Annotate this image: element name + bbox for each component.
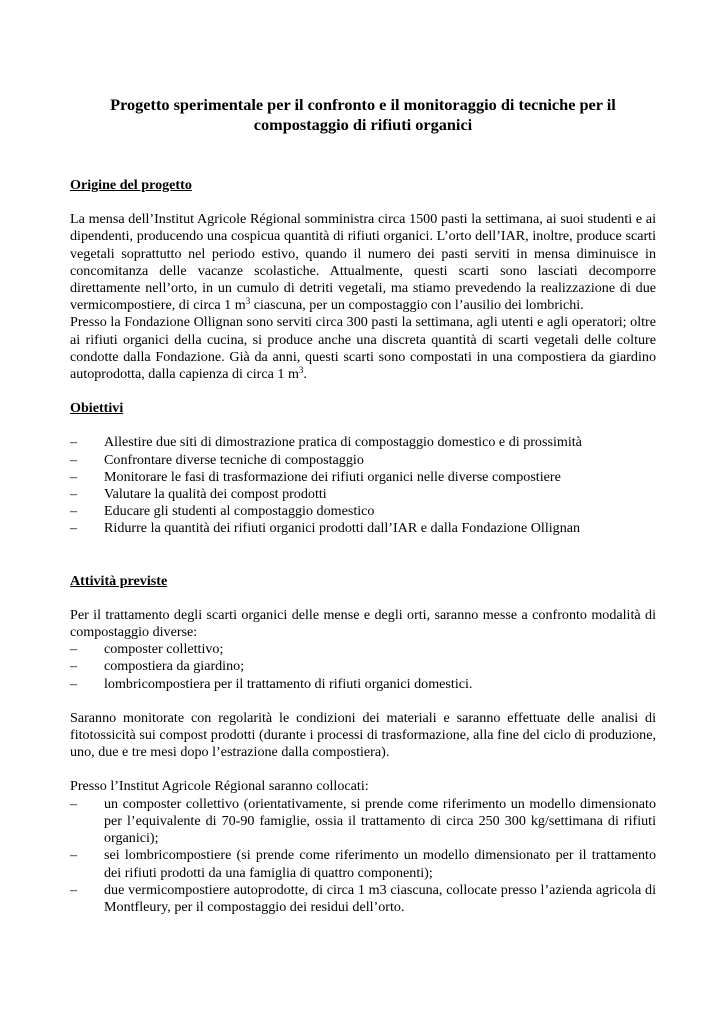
document-title: Progetto sperimentale per il confronto e il monitoraggio di tecniche per il compostaggio di rifiuti organici (110, 95, 616, 134)
obiettivi-list (70, 434, 656, 537)
section-heading-obiettivi: Obiettivi (70, 400, 124, 417)
paragraph-attivita-intro: Per il trattamento degli scarti organici delle mense e degli orti, saranno messe a confronto modalità di compostaggio diverse: (70, 606, 656, 641)
list-item: – Confrontare diverse tecniche di compostaggio (70, 452, 656, 469)
list-item: – un composter collettivo (orientativamente, si prende come riferimento un modello dimensionato per l’equivalente di 70-90 famiglie, ossia il trattamento di circa 250 300 kg/settimana di rifiuti organici); (70, 796, 656, 848)
iar-list (70, 796, 656, 916)
list-item: – composter collettivo; (70, 641, 656, 658)
paragraph-monitoraggio: Saranno monitorate con regolarità le condizioni dei materiali e saranno effettuate delle analisi di fitotossicità sui compost prodotti (durante i processi di trasformazione, alla fine del ciclo di produzione, uno, due e tre mesi dopo l’estrazione dalla compostiera). (70, 709, 656, 761)
list-item: – Allestire due siti di dimostrazione pratica di compostaggio domestico e di prossimità (70, 434, 656, 451)
paragraph-origine-ollignan: Presso la Fondazione Ollignan sono serviti circa 300 pasti la settimana, agli utenti e agli operatori; oltre ai rifiuti organici della cucina, si produce anche una discreta quantità di scarti vegetali delle colture condotte dalla Fondazione. Già da anni, questi scarti sono compostati in una compostiera da giardino autoprodotta, dalla capienza di circa 1 $m^3$. (70, 314, 656, 383)
modalita-list (70, 641, 656, 693)
list-item: – due vermicompostiere autoprodotte, di circa 1 m3 ciascuna, collocate presso l’azienda agricola di Montfleury, per il compostaggio dei residui dell’orto. (70, 882, 656, 916)
document-page (70, 95, 656, 916)
list-item: – compostiera da giardino; (70, 658, 656, 675)
list-item: – lombricompostiera per il trattamento di rifiuti organici domestici. (70, 676, 656, 693)
list-item: – Valutare la qualità dei compost prodotti (70, 486, 656, 503)
section-heading-attivita: Attività previste (70, 572, 168, 589)
list-item: – Educare gli studenti al compostaggio domestico (70, 503, 656, 520)
section-heading-origine: Origine del progetto (70, 177, 192, 193)
list-item: – Ridurre la quantità dei rifiuti organici prodotti dall’IAR e dalla Fondazione Ollignan (70, 520, 656, 537)
list-item: – Monitorare le fasi di trasformazione dei rifiuti organici nelle diverse compostiere (70, 469, 656, 486)
paragraph-iar-intro: Presso l’Institut Agricole Régional saranno collocati: (70, 778, 369, 795)
paragraph-origine-iar: La mensa dell’Institut Agricole Régional somministra circa 1500 pasti la settimana, ai suoi studenti e ai dipendenti, producendo una cospicua quantità di rifiuti organici. L’orto dell’IAR, inoltre, produce scarti vegetali soprattutto nel periodo estivo, quando il numero dei pasti serviti in mensa diminuisce in concomitanza delle vacanze scolastiche. Attualmente, questi scarti sono lasciati decomporre direttamente nell’orto, in un cumulo di detriti vegetali, ma stiamo prevedendo la realizzazione di due vermicompostiere, di circa 1 $m^3$ ciascuna, per un compostaggio con l’ausilio dei lombrichi. (70, 211, 656, 314)
list-item: – sei lombricompostiere (si prende come riferimento un modello dimensionato per il trattamento dei rifiuti prodotti da una famiglia di quattro componenti); (70, 847, 656, 881)
